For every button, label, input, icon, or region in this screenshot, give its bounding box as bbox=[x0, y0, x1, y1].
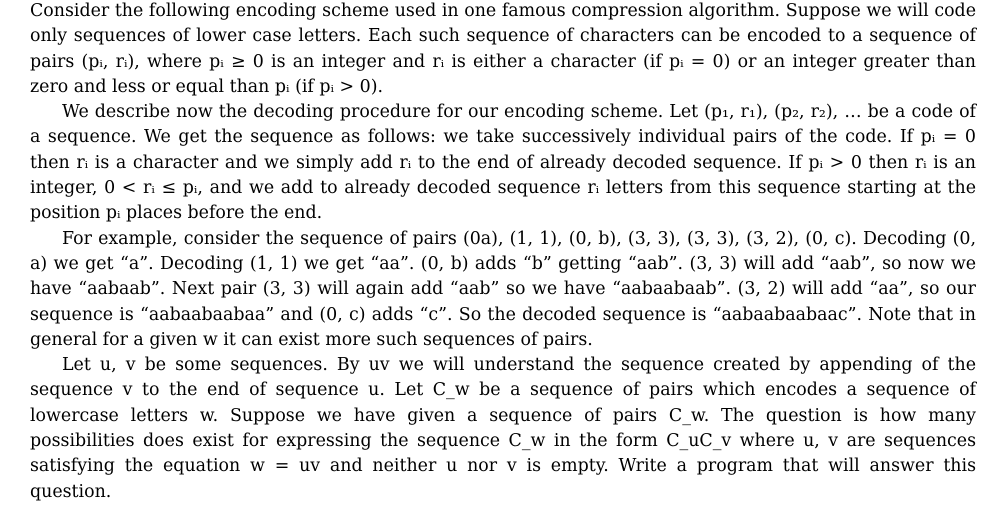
paragraph-question: Let u, v be some sequences. By uv we will understand the sequence created by appending of the sequence v to the end of sequence u. Let C_w be a sequence of pairs which encodes a sequence of lowercase letters w. Suppose we have given a sequence of pairs C_w. The question is how many possibilities does exist for expressing the sequence C_w in the form C_uC_v where u, v are sequences satisfying the equation w = uv and neither u nor v is empty. Write a program that will answer this question. bbox=[30, 355, 976, 502]
paragraph-decoding-procedure: We describe now the decoding procedure for our encoding scheme. Let (p₁, r₁), (p₂, r₂), … be a code of a sequence. We get the sequence as follows: we take successively individual pairs of the code. If pᵢ = 0 then rᵢ is a character and we simply add rᵢ to the end of already decoded sequence. If pᵢ > 0 then rᵢ is an integer, 0 < rᵢ ≤ pᵢ, and we add to already decoded sequence rᵢ letters from this sequence starting at the position pᵢ places before the end. bbox=[30, 102, 976, 224]
problem-statement bbox=[30, 0, 976, 505]
paragraph-example: For example, consider the sequence of pairs (0a), (1, 1), (0, b), (3, 3), (3, 3), (3, 2), (0, c). Decoding (0, a) we get “a”. Decoding (1, 1) we get “aa”. (0, b) adds “b” getting “aab”. (3, 3) will add “aab”, so now we have “aabaab”. Next pair (3, 3) will again add “aab” so we have “aabaabaab”. (3, 2) will add “aa”, so our sequence is “aabaabaabaa” and (0, c) adds “c”. So the decoded sequence is “aabaabaabaac”. Note that in general for a given w it can exist more such sequences of pairs. bbox=[30, 228, 976, 350]
paragraph-encoding-scheme: Consider the following encoding scheme used in one famous compression algorithm. Suppose we will code only sequences of lower case letters. Each such sequence of characters can be encoded to a sequence of pairs (pᵢ, rᵢ), where pᵢ ≥ 0 is an integer and rᵢ is either a character (if pᵢ = 0) or an integer greater than zero and less or equal than pᵢ (if pᵢ > 0). bbox=[30, 1, 976, 97]
